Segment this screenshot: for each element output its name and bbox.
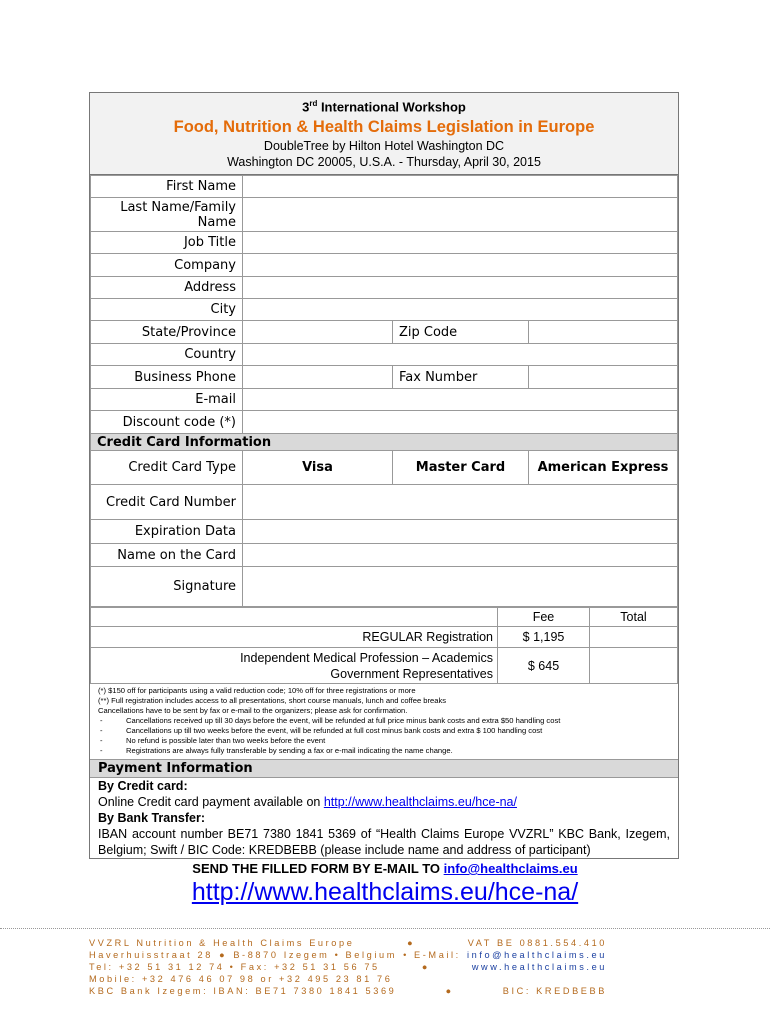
country-label: Country: [91, 344, 243, 366]
footer-vat: VAT BE 0881.554.410: [467, 938, 607, 948]
note-bullet: [98, 716, 670, 726]
card-name-label: Name on the Card: [91, 544, 243, 567]
address-field[interactable]: [243, 277, 678, 299]
first-name-label: First Name: [91, 176, 243, 198]
city-field[interactable]: [243, 299, 678, 321]
edition-number: 3: [302, 99, 310, 115]
state-field[interactable]: [243, 321, 393, 344]
footer-bic: BIC: KREDBEBB: [502, 986, 607, 996]
footer-web-link[interactable]: www.healthclaims.eu: [471, 962, 607, 972]
card-name-field[interactable]: [243, 544, 678, 567]
total-header: Total: [590, 608, 678, 627]
footer-row: [89, 985, 607, 997]
country-field[interactable]: [243, 344, 678, 366]
workshop-label: International Workshop: [317, 99, 466, 115]
footer-street: Haverhuisstraat 28: [89, 950, 213, 960]
city-label: City: [91, 299, 243, 321]
form-header: [90, 93, 678, 175]
fax-label: Fax Number: [393, 366, 529, 389]
bullet-mark: -: [100, 736, 103, 746]
footer-email-label: • E-Mail:: [403, 950, 461, 960]
state-label: State/Province: [91, 321, 243, 344]
job-title-label: Job Title: [91, 232, 243, 254]
dotted-divider: [0, 928, 770, 929]
card-number-field[interactable]: [243, 485, 678, 520]
venue: DoubleTree by Hilton Hotel Washington DC: [263, 139, 505, 154]
academic-label-line1: Independent Medical Profession – Academics: [240, 650, 493, 665]
by-bank-transfer-heading: By Bank Transfer:: [98, 811, 205, 826]
footer-company: VVZRL Nutrition & Health Claims Europe: [89, 938, 355, 948]
bank-details: IBAN account number BE71 7380 1841 5369 of “Health Claims Europe VVZRL” KBC Bank, Izegem, Belgium; Swift / BIC Code: KREDBEBB (please include name and address of participant): [98, 827, 670, 858]
bullet-text: Cancellations up till two weeks before the event, will be refunded at full cost minus bank costs and extra $ 100 handling cost: [126, 726, 543, 736]
first-name-field[interactable]: [243, 176, 678, 198]
discount-label: Discount code (*): [91, 411, 243, 434]
regular-total[interactable]: [590, 627, 678, 648]
footer-mobile: Mobile: +32 476 46 07 98 or +32 495 23 81 76: [89, 974, 393, 984]
fee-header: Fee: [498, 608, 590, 627]
note-full-registration: (**) Full registration includes access to all presentations, short course manuals, lunch and coffee breaks: [98, 696, 447, 706]
regular-fee: $ 1,195: [498, 627, 590, 648]
note-cancellations: Cancellations have to be sent by fax or e-mail to the organizers; please ask for confirmation.: [98, 706, 408, 716]
card-payment-text: Online Credit card payment available on: [98, 795, 324, 810]
note-bullet: [98, 746, 670, 756]
amex-option[interactable]: American Express: [529, 451, 678, 485]
credit-card-section-title: Credit Card Information: [91, 434, 678, 451]
academic-total[interactable]: [590, 648, 678, 684]
footer-bullet: ●: [406, 938, 416, 948]
footer-tel-fax: Tel: +32 51 31 12 74 • Fax: +32 51 31 56 75: [89, 962, 380, 972]
contact-fields: [90, 175, 678, 607]
business-phone-field[interactable]: [243, 366, 393, 389]
footer-row: [89, 973, 607, 985]
visa-option[interactable]: Visa: [243, 451, 393, 485]
bullet-mark: -: [100, 746, 103, 756]
zip-field[interactable]: [529, 321, 678, 344]
send-text: SEND THE FILLED FORM BY E-MAIL TO: [192, 861, 444, 876]
payment-section-title: Payment Information: [90, 760, 678, 778]
card-number-label: Credit Card Number: [91, 485, 243, 520]
send-email-link[interactable]: info@healthclaims.eu: [443, 861, 578, 876]
footer-bullet: ●: [219, 950, 228, 960]
footer-bullet: ●: [421, 962, 430, 972]
footer-bank: KBC Bank Izegem: IBAN: BE71 7380 1841 5369: [89, 986, 397, 996]
zip-label: Zip Code: [393, 321, 529, 344]
bullet-mark: -: [100, 716, 103, 726]
fax-field[interactable]: [529, 366, 678, 389]
signature-field[interactable]: [243, 567, 678, 607]
last-name-label: Last Name/Family Name: [91, 198, 243, 232]
fees-table: [90, 607, 678, 684]
event-title: Food, Nutrition & Health Claims Legislation in Europe: [173, 118, 595, 137]
expiration-field[interactable]: [243, 520, 678, 544]
card-type-label: Credit Card Type: [91, 451, 243, 485]
footer-row: [89, 937, 607, 949]
payment-info: [90, 778, 678, 858]
card-payment-line: [98, 794, 670, 810]
address-label: Address: [91, 277, 243, 299]
bullet-text: Cancellations received up till 30 days before the event, will be refunded at full price minus bank costs and extra $50 handling cost: [126, 716, 561, 726]
workshop-heading: [90, 95, 678, 116]
email-label: E-mail: [91, 389, 243, 411]
last-name-field[interactable]: [243, 198, 678, 232]
footer-city: B-8870 Izegem • Belgium: [233, 950, 397, 960]
regular-label: REGULAR Registration: [91, 627, 498, 648]
footer-bullet: ●: [445, 986, 454, 996]
email-field[interactable]: [243, 389, 678, 411]
registration-form: [89, 92, 679, 859]
business-phone-label: Business Phone: [91, 366, 243, 389]
fees-spacer: [91, 608, 498, 627]
company-field[interactable]: [243, 254, 678, 277]
academic-label-line2: Government Representatives: [330, 666, 493, 681]
discount-field[interactable]: [243, 411, 678, 434]
mastercard-option[interactable]: Master Card: [393, 451, 529, 485]
footer-row: [89, 961, 607, 973]
footer: [89, 937, 607, 997]
expiration-label: Expiration Data: [91, 520, 243, 544]
job-title-field[interactable]: [243, 232, 678, 254]
terms-notes: [90, 684, 678, 760]
note-bullet: [98, 736, 670, 746]
by-credit-card-heading: By Credit card:: [98, 779, 188, 794]
bullet-text: Registrations are always fully transferable by sending a fax or e-mail indicating the name change.: [126, 746, 453, 756]
academic-fee: $ 645: [498, 648, 590, 684]
note-discount: (*) $150 off for participants using a valid reduction code; 10% off for three registrations or more: [98, 686, 416, 696]
footer-row: [89, 949, 607, 961]
card-payment-link[interactable]: http://www.healthclaims.eu/hce-na/: [323, 795, 517, 810]
website-link[interactable]: http://www.healthclaims.eu/hce-na/: [191, 878, 579, 906]
send-instruction: [0, 861, 770, 876]
footer-email-link[interactable]: info@healthclaims.eu: [466, 950, 607, 960]
location-date: Washington DC 20005, U.S.A. - Thursday, April 30, 2015: [227, 155, 541, 170]
edition-suffix: rd: [309, 99, 318, 108]
company-label: Company: [91, 254, 243, 277]
note-bullet: [98, 726, 670, 736]
academic-label: [91, 648, 498, 684]
bullet-mark: -: [100, 726, 103, 736]
signature-label: Signature: [91, 567, 243, 607]
bullet-text: No refund is possible later than two weeks before the event: [126, 736, 326, 746]
